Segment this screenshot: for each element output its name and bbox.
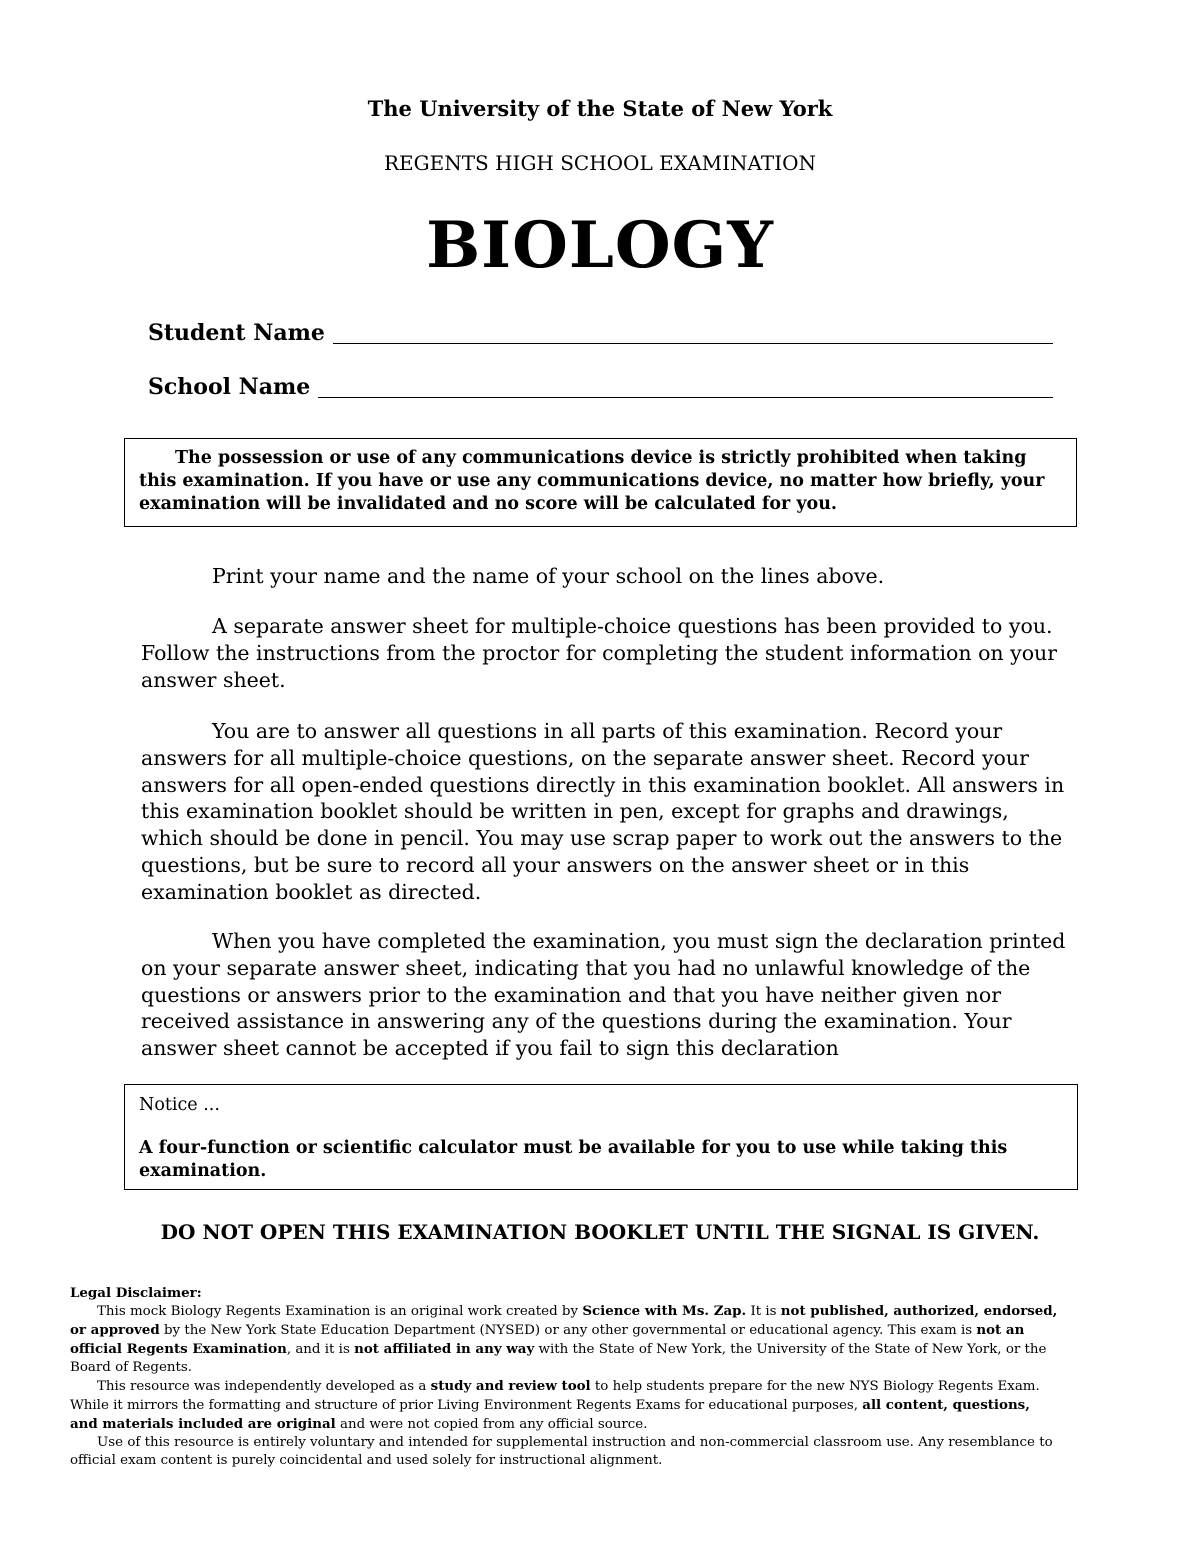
disclaimer-text: to help students prepare for the new NYS Biology Regents Exam. While it mirrors the formatting and structure of prior Living Environment Regents Exams for educational purposes, (70, 1379, 1040, 1413)
university-title: The University of the State of New York (367, 96, 833, 121)
subject-title: BIOLOGY (426, 208, 774, 283)
notice-text: A four-function or scientific calculator must be available for you to use while taking this examination. (139, 1138, 1008, 1181)
do-not-open-warning: DO NOT OPEN THIS EXAMINATION BOOKLET UNTIL THE SIGNAL IS GIVEN. (160, 1220, 1040, 1244)
communications-warning-box (124, 438, 1077, 527)
school-name-line[interactable] (318, 377, 1053, 398)
student-name-line[interactable] (333, 323, 1053, 344)
communications-warning-text: The possession or use of any communications device is strictly prohibited when taking this examination. If you have or use any communications device, no matter how briefly, your examination will be invalidated and no score will be calculated for you. (139, 448, 1045, 514)
instruction-paragraph-2: A separate answer sheet for multiple-choice questions has been provided to you. Follow the instructions from the proctor for completing the student information on your answer sheet. (141, 614, 1058, 692)
disclaimer-text: by the New York State Education Department (NYSED) or any other governmental or educational agency. This exam is (159, 1323, 977, 1338)
calculator-notice-box (124, 1084, 1078, 1190)
student-name-label: Student Name (148, 320, 325, 346)
notice-title: Notice ... (139, 1095, 220, 1115)
disclaimer-bold: study and review tool (430, 1378, 591, 1394)
disclaimer-text: , and it is (286, 1342, 355, 1357)
disclaimer-paragraph-2 (70, 1377, 1060, 1434)
school-name-row (148, 374, 1053, 400)
disclaimer-text: with the State of New York, the University of the State of New York, or the Board of Regents. (70, 1342, 1047, 1375)
disclaimer-text: and were not copied from any official source. (335, 1417, 648, 1432)
instruction-paragraph-4: When you have completed the examination, you must sign the declaration printed on your separate answer sheet, indicating that you had no unlawful knowledge of the questions or answers prior to the examination and that you have neither given nor received assistance in answering any of the questions during the examination. Your answer sheet cannot be accepted if you fail to sign this declaration (141, 929, 1066, 1061)
disclaimer-bold: Science with Ms. Zap. (582, 1303, 747, 1319)
disclaimer-paragraph-3: Use of this resource is entirely voluntary and intended for supplemental instruction and non-commercial classroom use. Any resemblance to official exam content is purely coincidental and used solely for instructional alignment. (70, 1435, 1053, 1468)
disclaimer-bold: all content, questions, and materials included are original (70, 1397, 1030, 1432)
disclaimer-paragraph-1 (70, 1302, 1060, 1377)
instruction-paragraph-1: Print your name and the name of your school on the lines above. (212, 564, 885, 588)
disclaimer-bold: not affiliated in any way (354, 1341, 535, 1357)
instruction-paragraph-3: You are to answer all questions in all parts of this examination. Record your answers for all multiple-choice questions, on the separate answer sheet. Record your answers for all open-ended questions directly in this examination booklet. All answers in this examination booklet should be written in pen, except for graphs and drawings, which should be done in pencil. You may use scrap paper to work out the answers to the questions, but be sure to record all your answers on the answer sheet or in this examination booklet as directed. (141, 719, 1065, 904)
disclaimer-bold: not an official Regents Examination (70, 1322, 1025, 1357)
disclaimer-title: Legal Disclaimer: (70, 1285, 202, 1301)
disclaimer-text: It is (746, 1304, 781, 1319)
disclaimer-bold: not published, authorized, endorsed, or approved (70, 1303, 1058, 1338)
disclaimer-text: This resource was independently developed as a (97, 1379, 431, 1394)
student-name-row (148, 320, 1053, 346)
disclaimer-text: This mock Biology Regents Examination is an original work created by (97, 1304, 583, 1319)
school-name-label: School Name (148, 374, 311, 400)
exam-type-heading: REGENTS HIGH SCHOOL EXAMINATION (383, 151, 817, 175)
legal-disclaimer (70, 1284, 1060, 1470)
